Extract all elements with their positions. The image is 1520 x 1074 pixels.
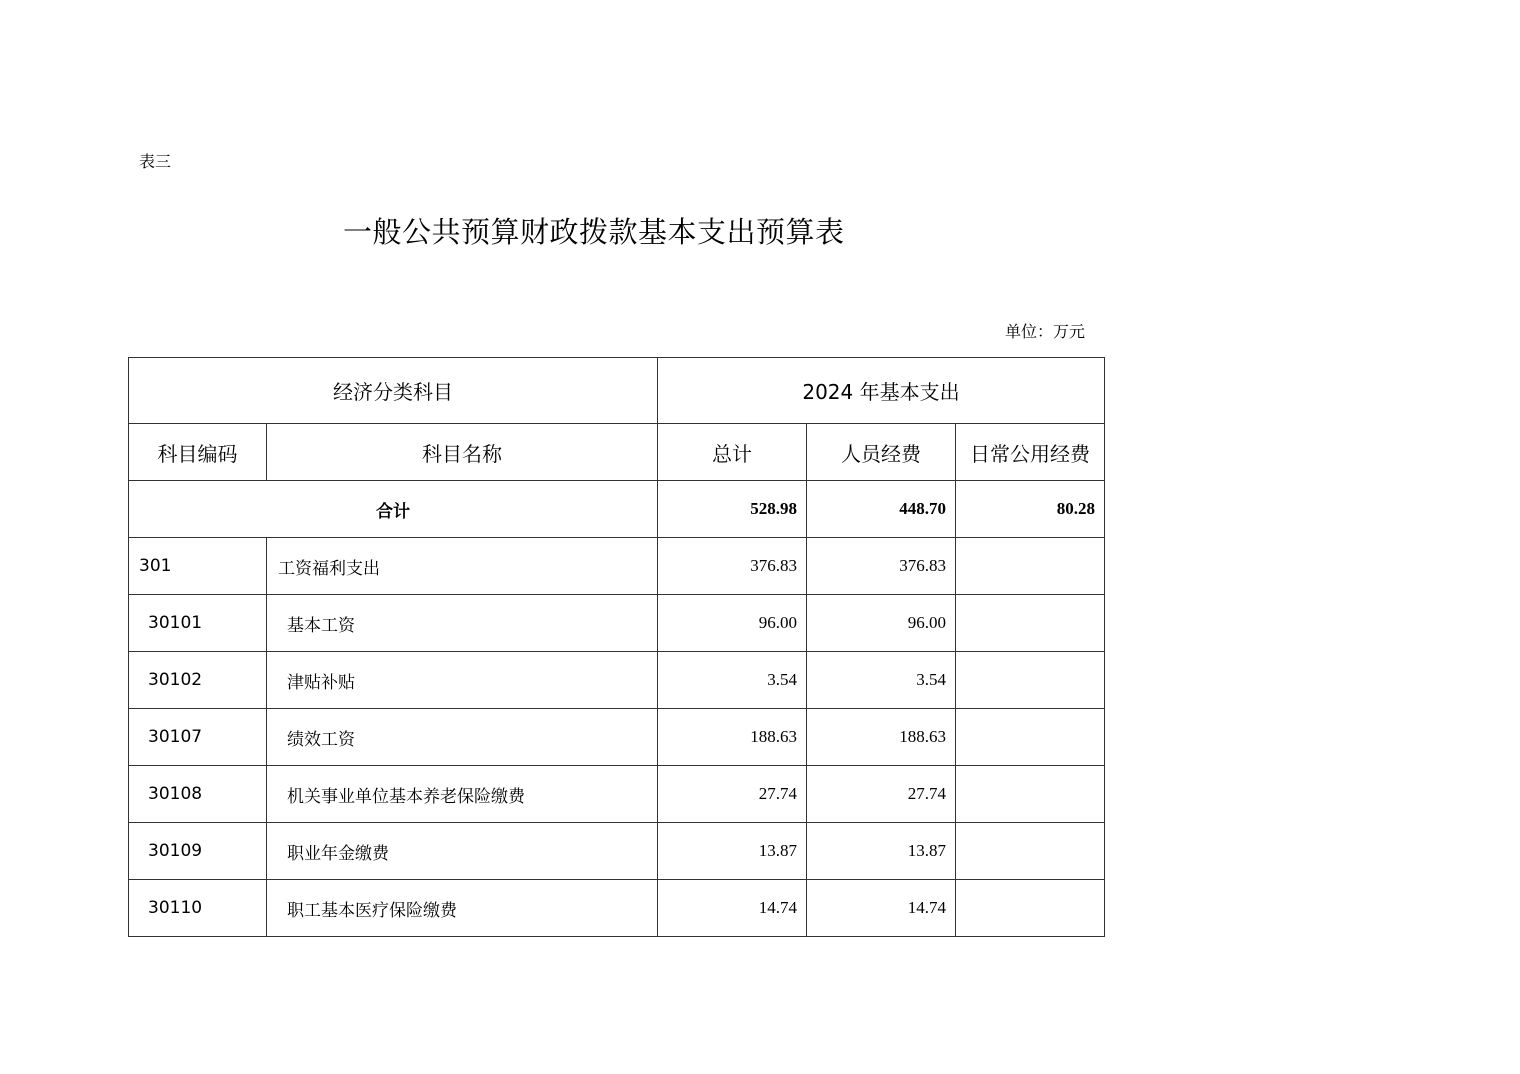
row-code: 30102 [129, 652, 267, 709]
row-total: 14.74 [658, 880, 807, 937]
row-personnel: 27.74 [807, 766, 956, 823]
header-row-group [129, 358, 1105, 424]
row-code: 30107 [129, 709, 267, 766]
header-code: 科目编码 [129, 424, 267, 481]
row-total: 13.87 [658, 823, 807, 880]
row-code: 30109 [129, 823, 267, 880]
row-public [956, 595, 1105, 652]
row-public [956, 538, 1105, 595]
row-public [956, 880, 1105, 937]
row-code: 301 [129, 538, 267, 595]
row-personnel: 188.63 [807, 709, 956, 766]
table-row [129, 880, 1105, 937]
header-economic-category: 经济分类科目 [129, 358, 658, 424]
row-total: 188.63 [658, 709, 807, 766]
row-name: 机关事业单位基本养老保险缴费 [267, 766, 658, 823]
table-row [129, 595, 1105, 652]
table-number: 表三 [139, 152, 172, 171]
page-title: 一般公共预算财政拨款基本支出预算表 [343, 215, 845, 249]
table-row [129, 709, 1105, 766]
row-personnel: 13.87 [807, 823, 956, 880]
table-row [129, 652, 1105, 709]
row-public [956, 652, 1105, 709]
row-total: 3.54 [658, 652, 807, 709]
summary-personnel: 448.70 [807, 481, 956, 538]
summary-label: 合计 [129, 481, 658, 538]
summary-row [129, 481, 1105, 538]
row-public [956, 823, 1105, 880]
row-total: 27.74 [658, 766, 807, 823]
row-public [956, 766, 1105, 823]
table-row [129, 538, 1105, 595]
row-total: 376.83 [658, 538, 807, 595]
unit-label: 单位：万元 [1005, 322, 1086, 341]
row-personnel: 14.74 [807, 880, 956, 937]
row-name: 基本工资 [267, 595, 658, 652]
summary-total: 528.98 [658, 481, 807, 538]
header-name: 科目名称 [267, 424, 658, 481]
header-public: 日常公用经费 [956, 424, 1105, 481]
header-personnel: 人员经费 [807, 424, 956, 481]
row-name: 职工基本医疗保险缴费 [267, 880, 658, 937]
table-row [129, 766, 1105, 823]
budget-table [128, 357, 1105, 937]
row-name: 职业年金缴费 [267, 823, 658, 880]
row-code: 30110 [129, 880, 267, 937]
row-personnel: 3.54 [807, 652, 956, 709]
row-total: 96.00 [658, 595, 807, 652]
row-public [956, 709, 1105, 766]
header-total: 总计 [658, 424, 807, 481]
header-row-columns [129, 424, 1105, 481]
row-code: 30108 [129, 766, 267, 823]
row-name: 津贴补贴 [267, 652, 658, 709]
row-code: 30101 [129, 595, 267, 652]
table-row [129, 823, 1105, 880]
summary-public: 80.28 [956, 481, 1105, 538]
row-personnel: 376.83 [807, 538, 956, 595]
row-personnel: 96.00 [807, 595, 956, 652]
row-name: 工资福利支出 [267, 538, 658, 595]
header-basic-expenditure: 2024 年基本支出 [658, 358, 1105, 424]
row-name: 绩效工资 [267, 709, 658, 766]
